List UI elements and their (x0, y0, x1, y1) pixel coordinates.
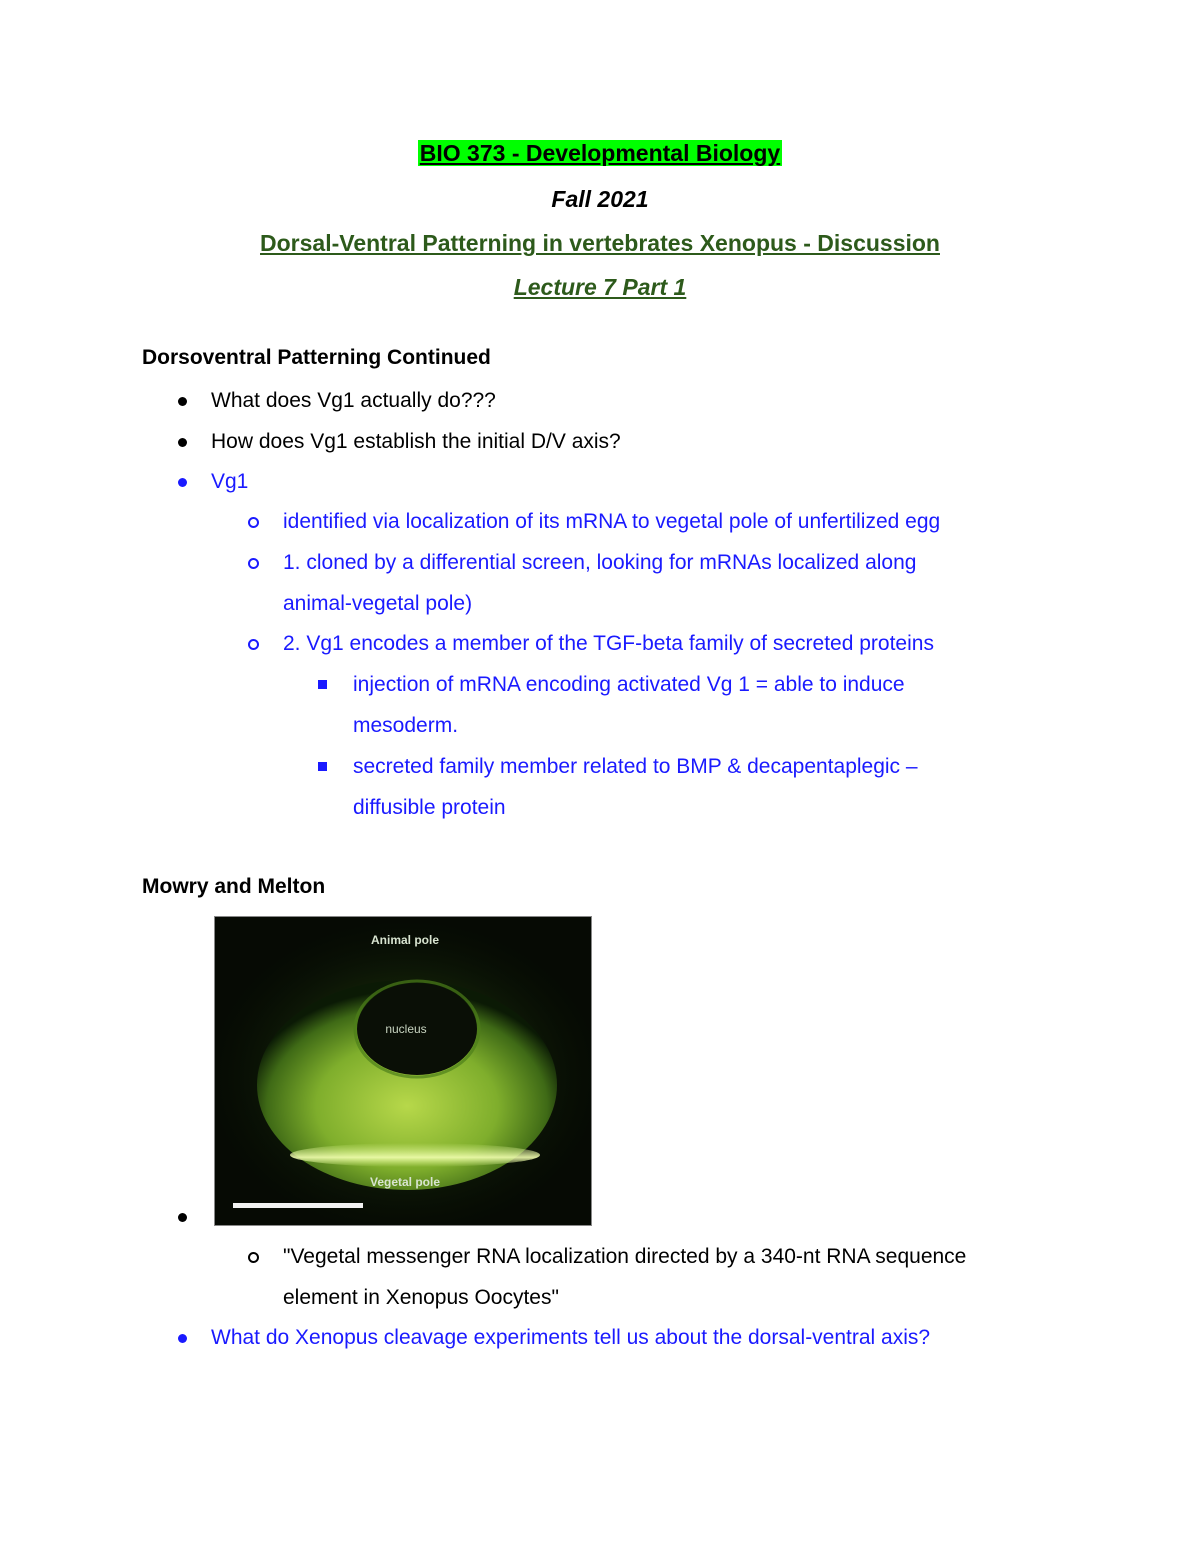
bullet-square (318, 680, 327, 689)
section-heading-dorsoventral: Dorsoventral Patterning Continued (142, 346, 491, 369)
figure-label-nucleus: nucleus (385, 1022, 427, 1036)
list-item: What does Vg1 actually do??? (211, 389, 496, 412)
bullet-circle (248, 517, 259, 528)
topic-title: Dorsal-Ventral Patterning in vertebrates Xenopus - Discussion (260, 230, 940, 256)
list-item: Vg1 (211, 470, 249, 493)
course-title-text: BIO 373 - Developmental Biology (419, 140, 781, 166)
list-item-continuation: mesoderm. (353, 714, 459, 737)
figure-caption-continuation: element in Xenopus Oocytes" (283, 1286, 559, 1309)
bullet-circle (248, 558, 259, 569)
figure-label-animal-pole: Animal pole (370, 933, 440, 947)
list-item-question: What do Xenopus cleavage experiments tell us about the dorsal-ventral axis? (211, 1326, 931, 1349)
list-item: identified via localization of its mRNA to vegetal pole of unfertilized egg (283, 510, 941, 533)
bullet-square (318, 762, 327, 771)
list-item: How does Vg1 establish the initial D/V axis? (211, 430, 621, 453)
bullet-disc (178, 1334, 187, 1343)
lecture-label: Lecture 7 Part 1 (513, 274, 687, 300)
figure-label-vegetal-pole: Vegetal pole (369, 1175, 441, 1189)
bullet-disc (178, 397, 187, 406)
course-title (0, 140, 1200, 167)
list-item: secreted family member related to BMP & decapentaplegic – (353, 755, 918, 778)
list-item-continuation: animal-vegetal pole) (283, 592, 473, 615)
bullet-circle (248, 639, 259, 650)
list-item: injection of mRNA encoding activated Vg 1 = able to induce (353, 673, 905, 696)
bullet-disc (178, 438, 187, 447)
list-item-continuation: diffusible protein (353, 796, 506, 819)
bullet-disc (178, 1213, 187, 1222)
term-label: Fall 2021 (551, 186, 649, 212)
section-heading-mowry-melton: Mowry and Melton (142, 875, 326, 898)
bullet-disc (178, 478, 187, 487)
oocyte-micrograph (214, 916, 592, 1226)
oocyte-micrograph-drawing (215, 917, 591, 1225)
list-item: 1. cloned by a differential screen, looking for mRNAs localized along (283, 551, 917, 574)
bullet-circle (248, 1252, 259, 1263)
list-item: 2. Vg1 encodes a member of the TGF-beta family of secreted proteins (283, 632, 934, 655)
figure-caption: "Vegetal messenger RNA localization directed by a 340-nt RNA sequence (283, 1245, 967, 1268)
